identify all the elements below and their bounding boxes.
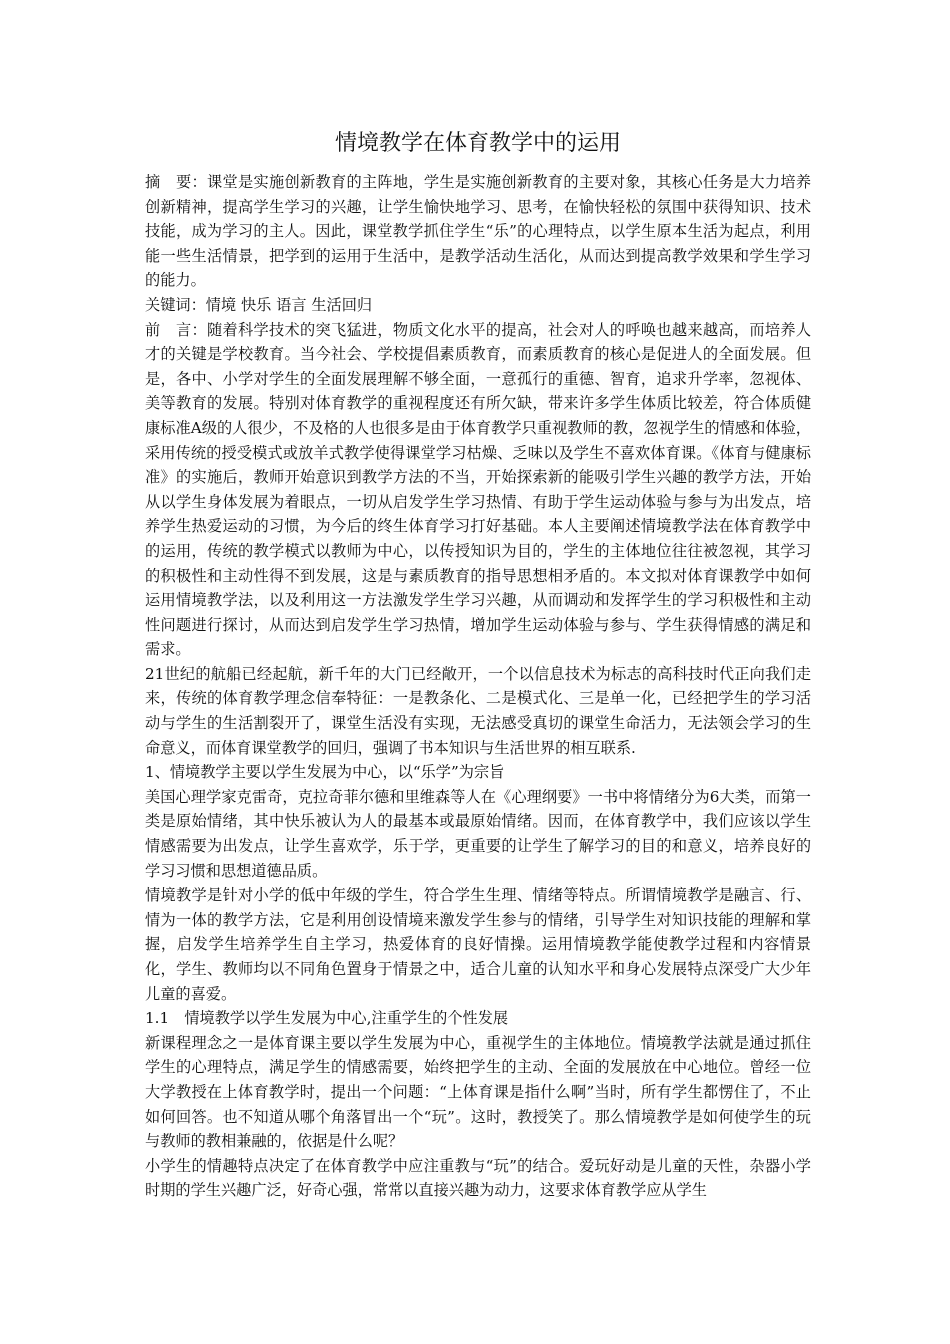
subsection-heading: 1.1 情境教学以学生发展为中心,注重学生的个性发展 xyxy=(145,1009,509,1028)
body-paragraph: 情境教学是针对小学的低中年级的学生，符合学生生理、情绪等特点。所谓情境教学是融言、行、情为一体的教学方法，它是利用创设情境来激发学生参与的情绪，引导学生对知识技能的理解和掌握，启发学生培养学生自主学习，热爱体育的良好情操。运用情境教学能使教学过程和内容情景化，学生、教师均以不同角色置身于情景之中，适合儿童的认知水平和身心发展特点深受广大少年儿童的喜爱。 xyxy=(145,886,811,1003)
body-paragraph: 新课程理念之一是体育课主要以学生发展为中心，重视学生的主体地位。情境教学法就是通过抓住学生的心理特点，满足学生的情感需要，始终把学生的主动、全面的发展放在中心地位。曾经一位大学教授在上体育教学时，提出一个问题：“上体育课是指什么啊”当时，所有学生都愣住了，不止如何回答。也不知道从哪个角落冒出一个“玩”。这时，教授笑了。那么情境教学是如何使学生的玩与教师的教相兼融的，依据是什么呢？ xyxy=(145,1033,811,1151)
section-heading: 1、情境教学主要以学生发展为中心，以“乐学”为宗旨 xyxy=(145,763,505,782)
body-paragraph: 美国心理学家克雷奇，克拉奇菲尔德和里维森等人在《心理纲要》一书中将情绪分为6大类，而第一类是原始情绪，其中快乐被认为人的最基本或最原始情绪。因而，在体育教学中，我们应该以学生情感需要为出发点，让学生喜欢学，乐于学，更重要的让学生了解学习的目的和意义，培养良好的学习习惯和思想道德品质。 xyxy=(145,787,811,880)
keywords-paragraph: 关键词：情境 快乐 语言 生活回归 xyxy=(145,295,373,314)
document-body xyxy=(145,128,811,1203)
preface-paragraph: 前 言：随着科学技术的突飞猛进，物质文化水平的提高，社会对人的呼唤也越来越高，而培养人才的关键是学校教育。当今社会、学校提倡素质教育，而素质教育的核心是促进人的全面发展。但是，各中、小学对学生的全面发展理解不够全面，一意孤行的重德、智育，追求升学率，忽视体、美等教育的发展。特别对体育教学的重视程度还有所欠缺，带来许多学生体质比较差，符合体质健康标准A级的人很少，不及格的人也很多是由于体育教学只重视教师的教，忽视学生的情感和体验，采用传统的授受模式或放羊式教学使得课堂学习枯燥、乏味以及学生不喜欢体育课。《体育与健康标准》的实施后，教师开始意识到教学方法的不当，开始探索新的能吸引学生兴趣的教学方法，开始从以学生身体发展为着眼点，一切从启发学生学习热情、有助于学生运动体验与参与为出发点，培养学生热爱运动的习惯，为今后的终生体育学习打好基础。本人主要阐述情境教学法在体育教学中的运用，传统的教学模式以教师为中心，以传授知识为目的，学生的主体地位往往被忽视，其学习的积极性和主动性得不到发展，这是与素质教育的指导思想相矛盾的。本文拟对体育课教学中如何运用情境教学法，以及利用这一方法激发学生学习兴趣，从而调动和发挥学生的学习积极性和主动性问题进行探讨，从而达到启发学生学习热情，增加学生运动体验与参与、学生获得情感的满足和需求。 xyxy=(145,320,811,659)
body-paragraph: 21世纪的航船已经起航，新千年的大门已经敞开，一个以信息技术为标志的高科技时代正向我们走来，传统的体育教学理念信奉特征：一是教条化、二是模式化、三是单一化，已经把学生的学习活动与学生的生活割裂开了，课堂生活没有实现，无法感受真切的课堂生命活力，无法领会学习的生命意义，而体育课堂教学的回归，强调了书本知识与生活世界的相互联系. xyxy=(145,664,811,757)
document-title: 情境教学在体育教学中的运用 xyxy=(334,131,621,156)
body-paragraph: 小学生的情趣特点决定了在体育教学中应注重教与“玩”的结合。爱玩好动是儿童的天性，杂器小学时期的学生兴趣广泛，好奇心强，常常以直接兴趣为动力，这要求体育教学应从学生 xyxy=(145,1156,811,1200)
abstract-paragraph: 摘 要：课堂是实施创新教育的主阵地，学生是实施创新教育的主要对象，其核心任务是大力培养创新精神，提高学生学习的兴趣，让学生愉快地学习、思考，在愉快轻松的氛围中获得知识、技术技能，成为学习的主人。因此，课堂教学抓住学生“乐”的心理特点，以学生原本生活为起点，利用能一些生活情景，把学到的运用于生活中，是教学活动生活化，从而达到提高教学效果和学生学习的能力。 xyxy=(145,173,811,290)
